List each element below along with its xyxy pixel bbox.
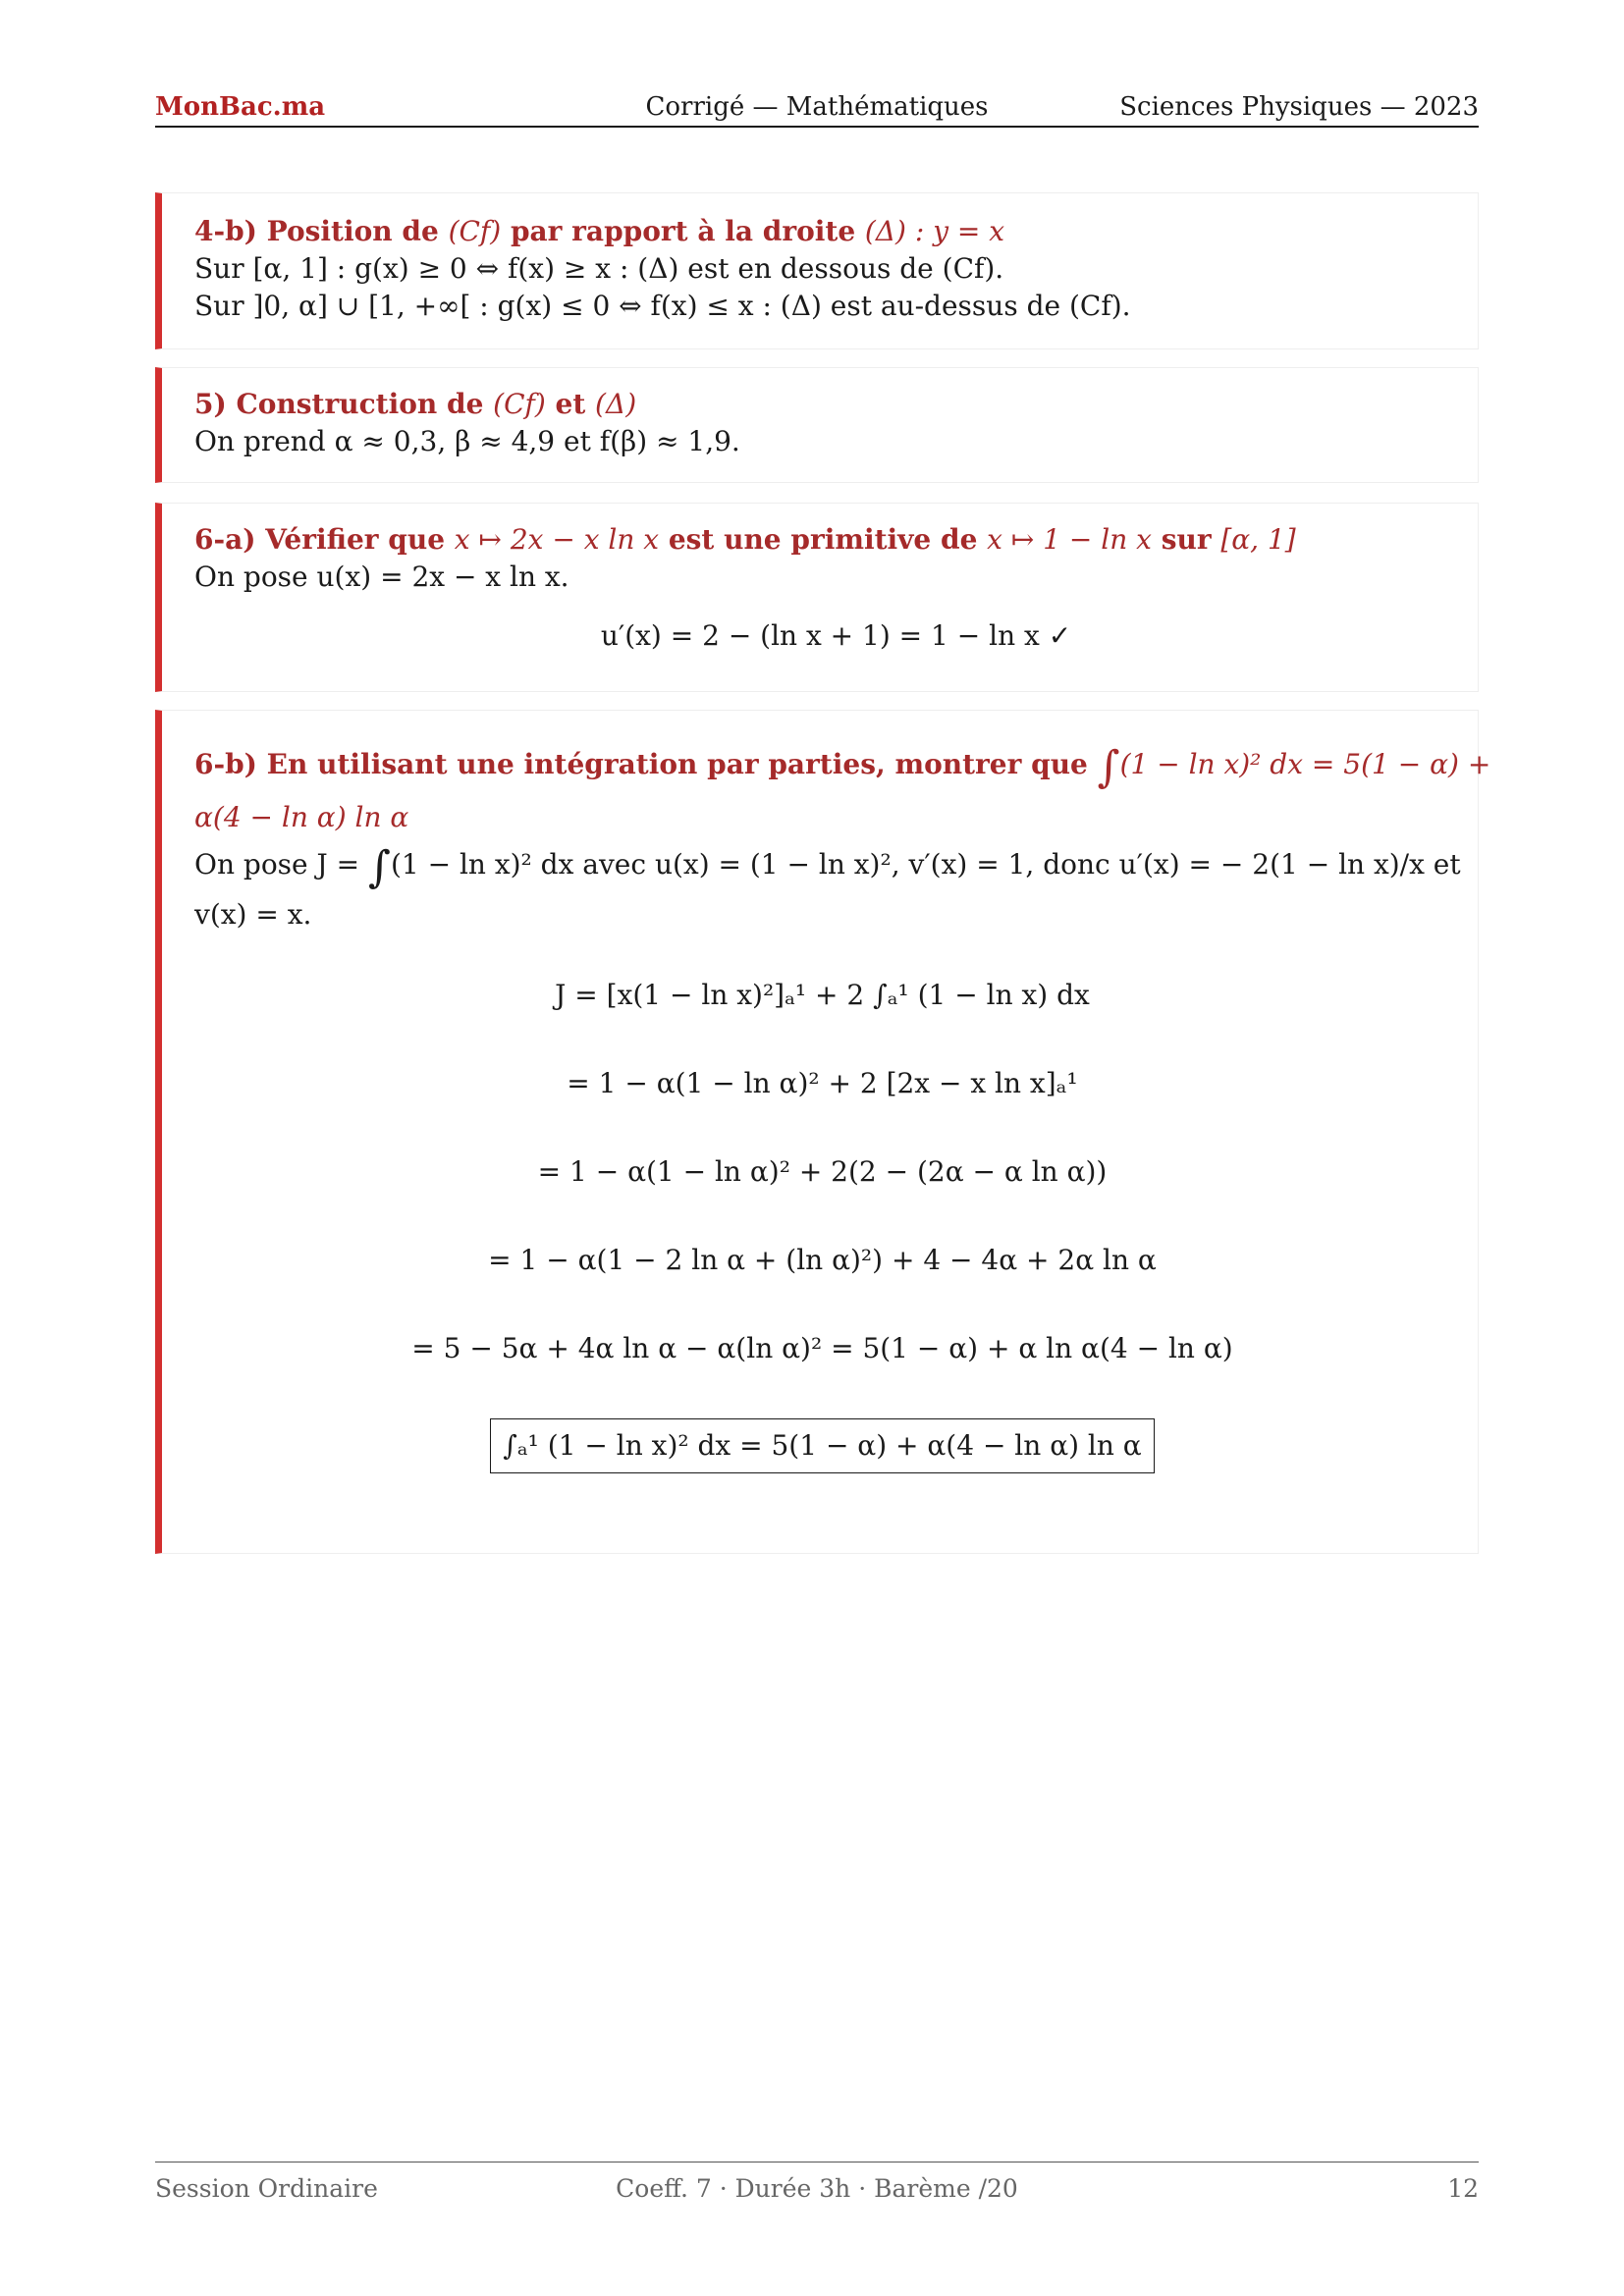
section-6a-line1: On pose u(x) = 2x − x ln x. [194, 561, 569, 593]
section-6b-line1: On pose J = ∫(1 − ln x)² dx avec u(x) = (1 − ln x)², v′(x) = 1, donc u′(x) = − 2(1 − ln x)/x et [194, 842, 1461, 892]
eq-step-3: = 1 − α(1 − ln α)² + 2(2 − (2α − α ln α)) [537, 1155, 1108, 1188]
section-6a-title: 6-a) Vérifier que x ↦ 2x − x ln x est une primitive de x ↦ 1 − ln x sur [α, 1] [194, 523, 1296, 556]
header-subject: Corrigé — Mathématiques [645, 92, 989, 122]
footer-session: Session Ordinaire [155, 2174, 378, 2203]
boxed-result: ∫ₐ¹ (1 − ln x)² dx = 5(1 − α) + α(4 − ln α) ln α [490, 1418, 1154, 1473]
section-5 [155, 367, 1479, 483]
section-5-line1: On prend α ≈ 0,3, β ≈ 4,9 et f(β) ≈ 1,9. [194, 425, 740, 457]
eq-step-1: J = [x(1 − ln x)²]ₐ¹ + 2 ∫ₐ¹ (1 − ln x) dx [555, 979, 1090, 1011]
site-brand: MonBac.ma [155, 92, 326, 122]
final-result [194, 1418, 1450, 1473]
section-4b-line1: Sur [α, 1] : g(x) ≥ 0 ⇔ f(x) ≥ x : (Δ) est en dessous de (Cf). [194, 252, 1004, 285]
eq-step-5: = 5 − 5α + 4α ln α − α(ln α)² = 5(1 − α) + α ln α(4 − ln α) [411, 1332, 1233, 1364]
integral-sign: ∫ [1097, 742, 1120, 792]
section-6b-line2: v(x) = x. [194, 898, 312, 931]
page-footer [155, 2162, 1479, 2203]
page-number: 12 [1447, 2174, 1479, 2203]
page-header [155, 90, 1479, 128]
section-6b-title: 6-b) En utilisant une intégration par parties, montrer que ∫(1 − ln x)² dx = 5(1 − α) + [194, 742, 1491, 792]
section-6a [155, 503, 1479, 692]
eq-step-2: = 1 − α(1 − ln α)² + 2 [2x − x ln x]ₐ¹ [567, 1067, 1078, 1099]
section-6b-title-cont: α(4 − ln α) ln α [194, 801, 409, 833]
section-4b-line2: Sur ]0, α] ∪ [1, +∞[ : g(x) ≤ 0 ⇔ f(x) ≤ x : (Δ) est au-dessus de (Cf). [194, 290, 1131, 322]
eq-step-4: = 1 − α(1 − 2 ln α + (ln α)²) + 4 − 4α + 2α ln α [488, 1244, 1157, 1276]
section-5-title: 5) Construction de (Cf) et (Δ) [194, 388, 637, 420]
header-series-year: Sciences Physiques — 2023 [1119, 92, 1479, 122]
section-4b [155, 192, 1479, 349]
section-6b [155, 710, 1491, 1554]
footer-coefficients: Coeff. 7 · Durée 3h · Barème /20 [616, 2174, 1018, 2203]
section-6a-equation: u′(x) = 2 − (ln x + 1) = 1 − ln x ✓ [600, 619, 1072, 652]
section-4b-title: 4-b) Position de (Cf) par rapport à la droite (Δ) : y = x [194, 215, 1005, 247]
